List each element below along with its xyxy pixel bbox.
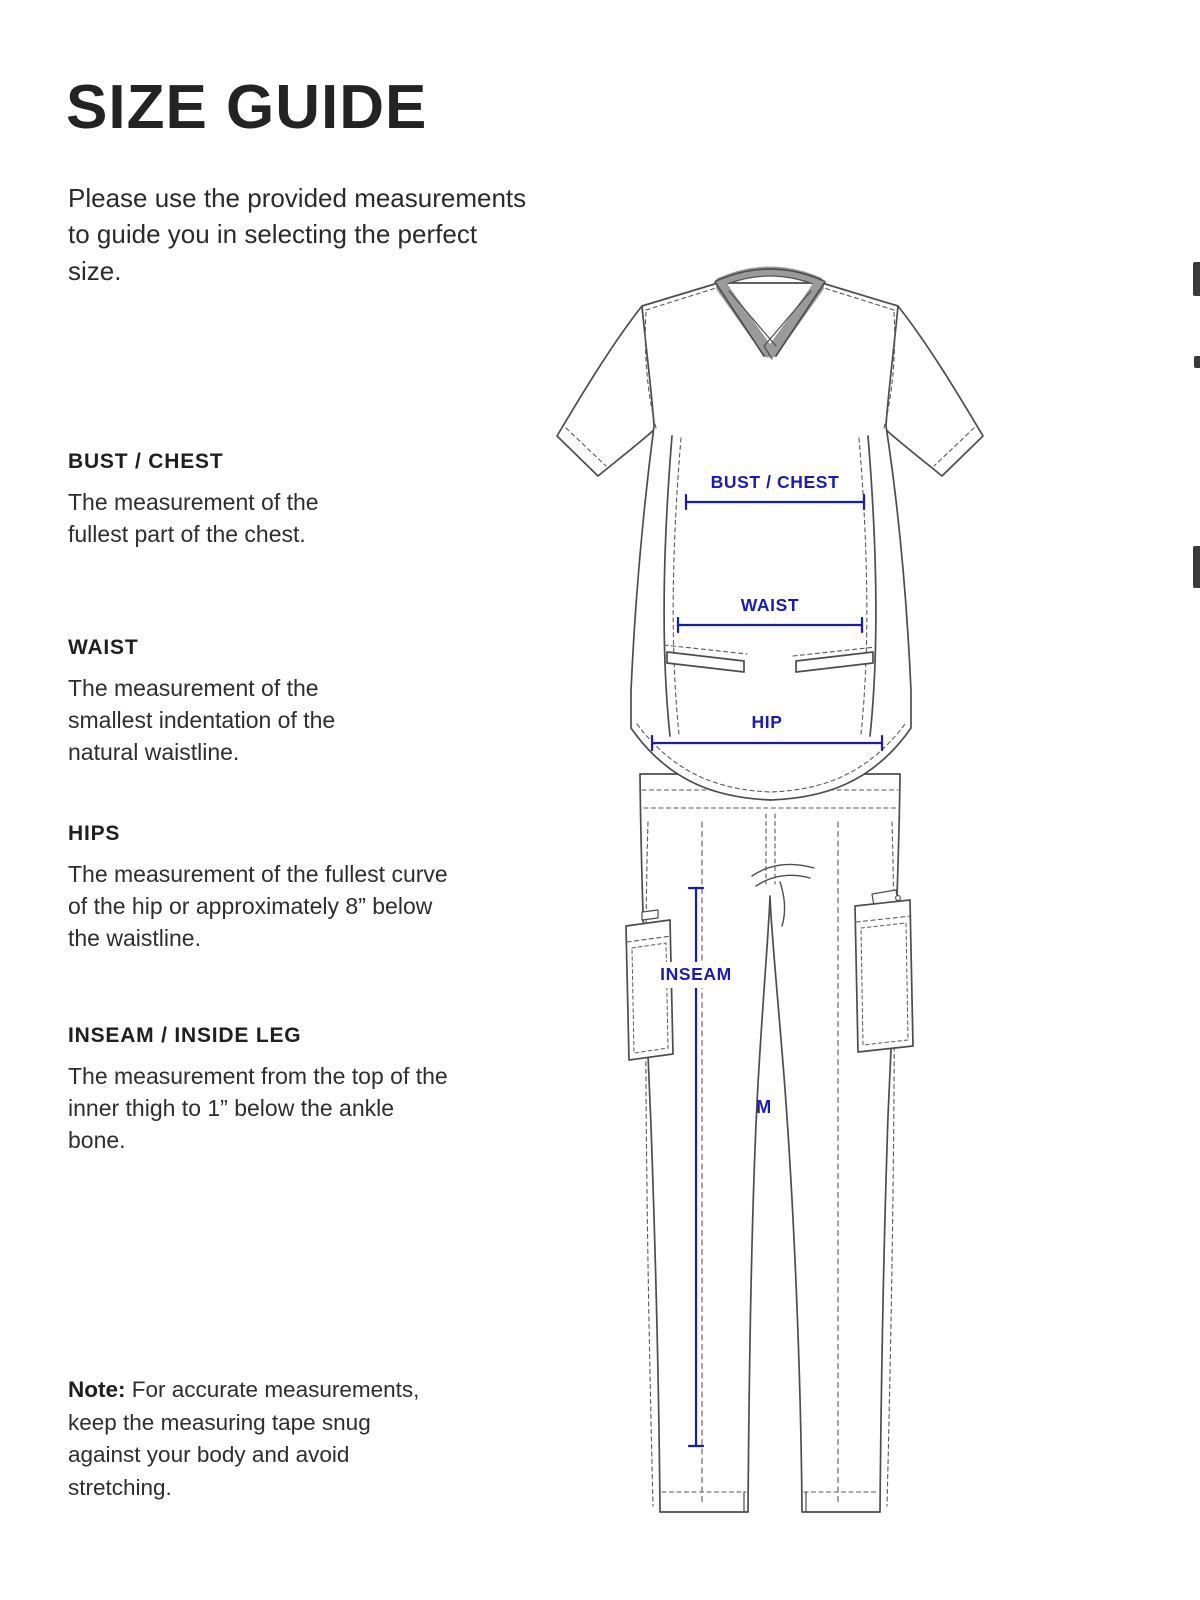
size-label: M xyxy=(756,1097,772,1117)
section-heading: BUST / CHEST xyxy=(68,450,224,473)
section-body: The measurement of the fullest part of the chest. xyxy=(68,489,319,548)
section-body: The measurement from the top of the inner thigh to 1” below the ankle bone. xyxy=(68,1063,448,1154)
page-title: SIZE GUIDE xyxy=(66,73,428,142)
section-waist xyxy=(68,636,398,769)
section-inseam xyxy=(68,1024,448,1157)
scrub-pants-illustration xyxy=(626,774,913,1512)
top-right-sleeve xyxy=(884,306,983,476)
inseam-label: INSEAM xyxy=(660,964,732,984)
section-heading: INSEAM / INSIDE LEG xyxy=(68,1024,302,1047)
bust-label: BUST / CHEST xyxy=(710,472,840,492)
edge-artifact xyxy=(1193,262,1200,296)
edge-artifact xyxy=(1193,546,1200,588)
note-text xyxy=(68,1374,430,1505)
edge-artifact xyxy=(1194,356,1200,368)
section-heading: WAIST xyxy=(68,636,139,659)
scrubs-measurement-diagram xyxy=(520,266,1000,1556)
section-body: The measurement of the fullest curve of the hip or approximately 8” below the waistline. xyxy=(68,861,448,952)
section-heading: HIPS xyxy=(68,822,121,845)
note-label: Note: xyxy=(68,1377,126,1402)
pants-outline xyxy=(640,774,900,1512)
intro-text: Please use the provided measurements to guide you in selecting the perfect size. xyxy=(68,183,527,286)
pants-right-cargo-pocket xyxy=(855,890,913,1052)
section-body: The measurement of the smallest indentation of the natural waistline. xyxy=(68,675,336,766)
note-body: For accurate measurements, keep the measuring tape snug against your body and avoid stretching. xyxy=(68,1377,420,1500)
hip-label: HIP xyxy=(751,712,783,732)
section-hips xyxy=(68,822,468,955)
waist-label: WAIST xyxy=(740,595,800,615)
top-left-sleeve xyxy=(557,306,656,476)
section-bust-chest xyxy=(68,450,368,550)
